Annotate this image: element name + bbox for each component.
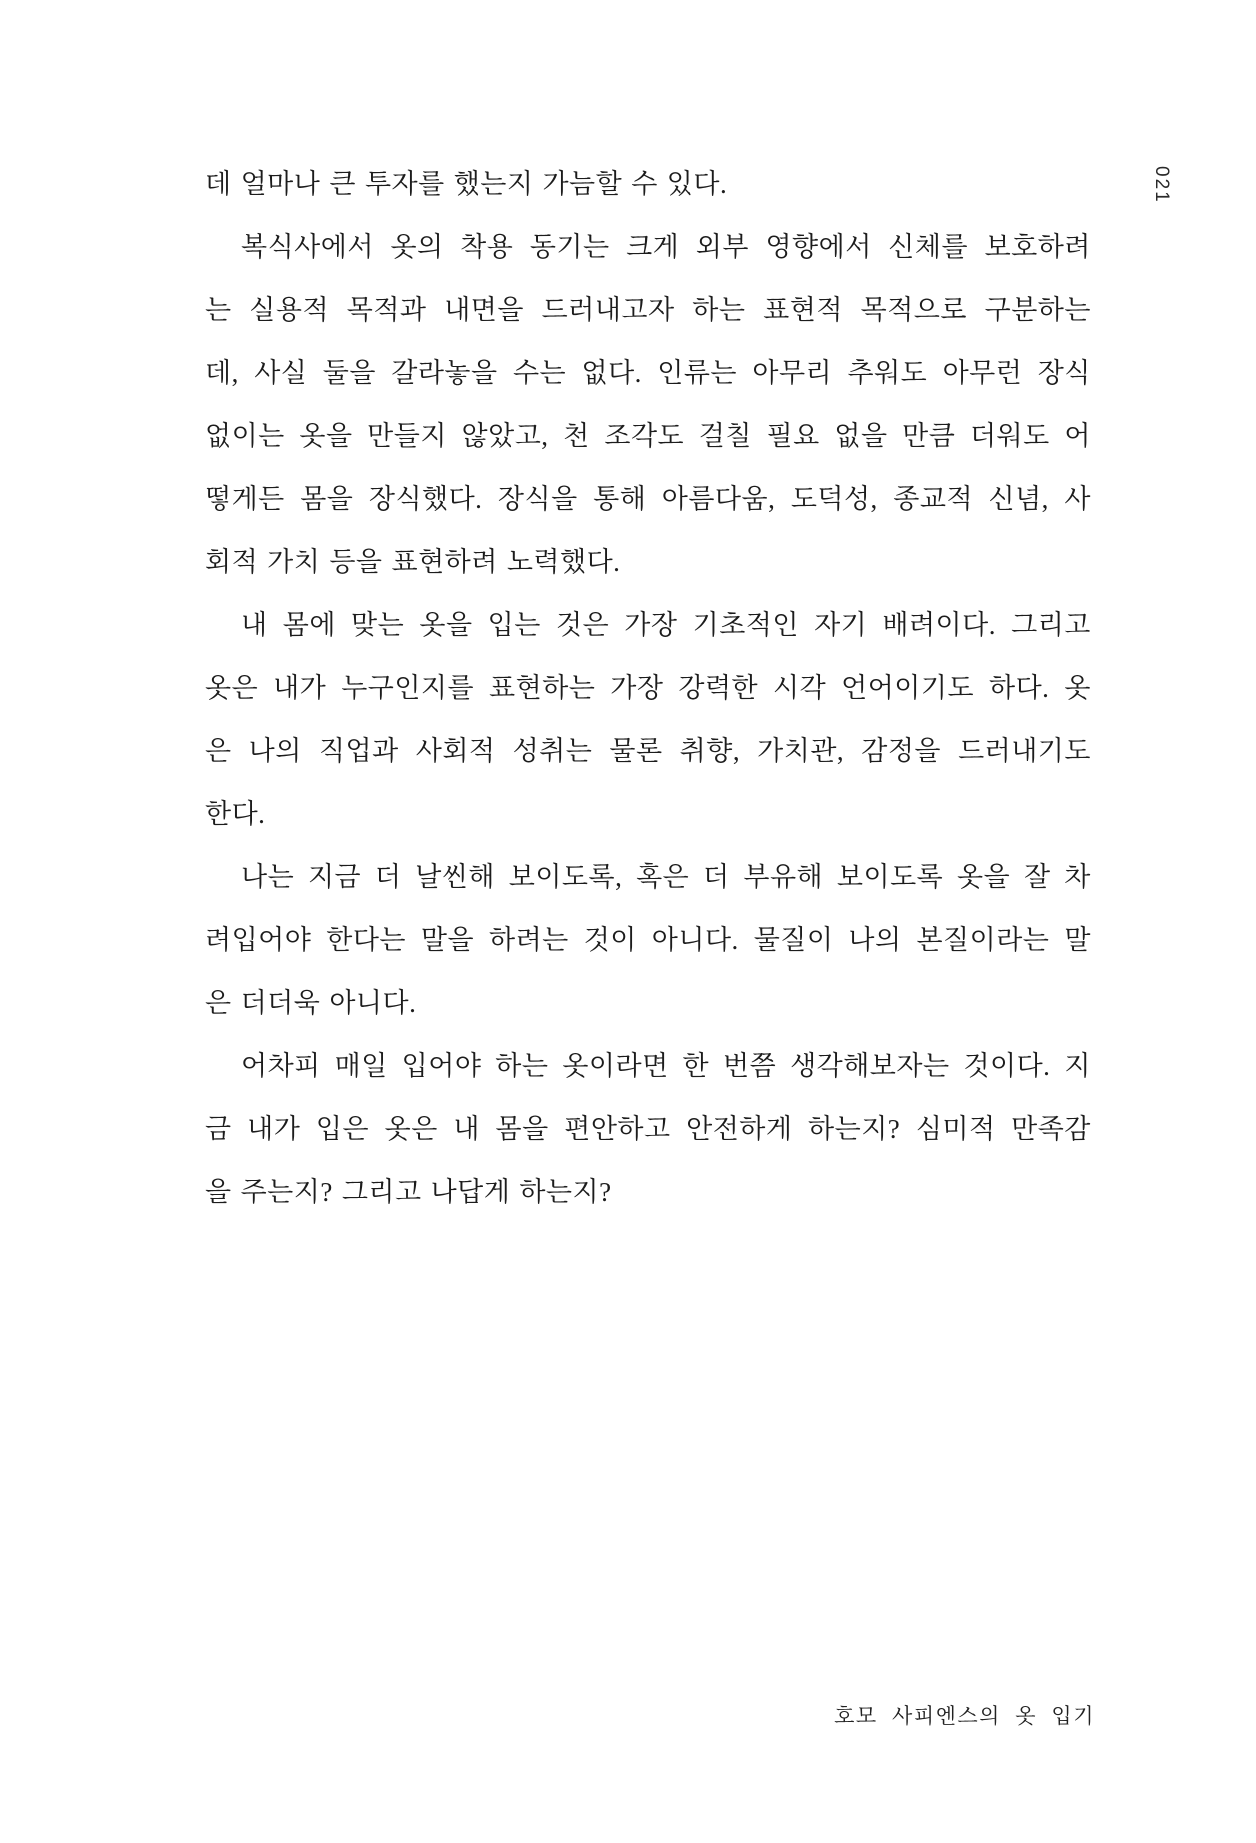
word: 드러내기도: [958, 736, 1091, 766]
word: 취향,: [679, 736, 741, 766]
word: 사회적: [415, 736, 496, 766]
body-text-line: [205, 717, 1091, 780]
word: 가장: [610, 673, 664, 703]
word: 한다는: [326, 925, 406, 955]
word: 가늠할: [542, 169, 623, 199]
word: 데: [205, 169, 232, 199]
word: 시각: [773, 673, 827, 703]
word: 큰: [329, 169, 356, 199]
word: 수는: [512, 358, 567, 388]
word: 보호하려: [984, 232, 1091, 262]
body-text-line: [205, 780, 1091, 843]
word: 옷을: [957, 862, 1011, 892]
word: 크게: [626, 232, 680, 262]
word: 만들지: [367, 421, 447, 451]
word: 그리고: [1011, 610, 1091, 640]
word: 가치: [267, 547, 321, 577]
word: 말: [1064, 925, 1091, 955]
word: 잘: [1023, 862, 1051, 892]
body-text-line: [205, 150, 1091, 213]
word: 물론: [609, 736, 663, 766]
word: 종교적: [893, 484, 974, 514]
word: 주는지?: [240, 1177, 333, 1207]
word: 갈라놓을: [391, 358, 498, 388]
word: 편안하고: [564, 1114, 671, 1144]
word: 신념,: [988, 484, 1049, 514]
word: 더: [374, 862, 402, 892]
body-text-line: [205, 276, 1091, 339]
word: 목적과: [346, 295, 427, 325]
word: 천: [563, 421, 590, 451]
word: 옷은: [205, 673, 259, 703]
word: 기초적인: [692, 610, 799, 640]
word: 하는: [495, 1051, 549, 1081]
word: 내가: [247, 1114, 301, 1144]
word: 려입어야: [205, 925, 312, 955]
body-text-line: [205, 1032, 1091, 1095]
word: 통해: [593, 484, 647, 514]
word: 은: [205, 988, 232, 1018]
word: 아니다.: [651, 925, 739, 955]
word: 배려이다.: [882, 610, 996, 640]
word: 수: [631, 169, 658, 199]
word: 추워도: [847, 358, 928, 388]
word: 만큼: [902, 421, 956, 451]
word: 없이는: [205, 421, 285, 451]
word: 더워도: [969, 421, 1050, 451]
body-text-line: [205, 591, 1091, 654]
word: 보이도록,: [508, 862, 623, 892]
body-text-line: [205, 528, 1091, 591]
word: 맞는: [351, 610, 405, 640]
body-text-line: [205, 1095, 1091, 1158]
word: 것이: [583, 925, 637, 955]
word: 금: [205, 1114, 232, 1144]
word: 혹은: [636, 862, 690, 892]
word: 감정을: [861, 736, 941, 766]
word: 몸에: [282, 610, 336, 640]
word: 외부: [695, 232, 749, 262]
word: 성취는: [512, 736, 593, 766]
word: 몸을: [300, 484, 354, 514]
word: 한: [682, 1051, 710, 1081]
word: 가치관,: [757, 736, 845, 766]
word: 얼마나: [240, 169, 321, 199]
word: 부유해: [743, 862, 824, 892]
word: 번쯤: [723, 1051, 777, 1081]
word: 물질이: [753, 925, 834, 955]
word: 걸칠: [698, 421, 752, 451]
word: 표현적: [763, 295, 843, 325]
word: 신체를: [888, 232, 969, 262]
word: 않았고,: [461, 421, 549, 451]
word: 차: [1064, 862, 1091, 892]
word: 착용: [460, 232, 514, 262]
word: 표현하려: [391, 547, 498, 577]
word: 동기는: [529, 232, 610, 262]
word: 장식을: [497, 484, 578, 514]
word: 데,: [205, 358, 239, 388]
word: 나는: [241, 862, 295, 892]
word: 매일: [334, 1051, 388, 1081]
body-text-line: [205, 465, 1091, 528]
word: 가장: [624, 610, 678, 640]
word: 장식: [1037, 358, 1091, 388]
word: 하려는: [489, 925, 569, 955]
word: 더: [703, 862, 730, 892]
word: 실용적: [249, 295, 330, 325]
word: 하다.: [988, 673, 1050, 703]
word: 내가: [273, 673, 327, 703]
word: 입어야: [401, 1051, 482, 1081]
word: 복식사에서: [241, 232, 374, 262]
word: 입는: [487, 610, 541, 640]
word: 날씬해: [415, 862, 495, 892]
word: 영향에서: [765, 232, 872, 262]
body-text-line: [205, 402, 1091, 465]
word: 등을: [329, 547, 383, 577]
word: 나답게: [430, 1177, 511, 1207]
body-text-line: [205, 339, 1091, 402]
word: 나의: [248, 736, 302, 766]
word: 아름다움,: [661, 484, 776, 514]
word: 내면을: [444, 295, 524, 325]
word: 옷이라면: [562, 1051, 669, 1081]
word: 아니다.: [329, 988, 417, 1018]
word: 떻게든: [205, 484, 285, 514]
word: 있다.: [666, 169, 728, 199]
word: 하는지?: [808, 1114, 901, 1144]
word: 생각해보자는: [790, 1051, 950, 1081]
word: 인류는: [657, 358, 738, 388]
word: 했는지: [453, 169, 534, 199]
word: 직업과: [318, 736, 399, 766]
word: 는: [205, 295, 232, 325]
word: 사실: [254, 358, 308, 388]
word: 필요: [766, 421, 820, 451]
word: 만족감: [1011, 1114, 1091, 1144]
body-text-line: [205, 213, 1091, 276]
word: 강력한: [678, 673, 759, 703]
body-text-line: [205, 969, 1091, 1032]
word: 을: [205, 1177, 232, 1207]
word: 것은: [555, 610, 610, 640]
word: 옷의: [390, 232, 444, 262]
body-text-line: [205, 1158, 1091, 1221]
word: 안전하게: [686, 1114, 793, 1144]
word: 조각도: [604, 421, 685, 451]
word: 목적으로: [860, 295, 967, 325]
word: 옷: [1064, 673, 1091, 703]
word: 더더욱: [240, 988, 321, 1018]
word: 입은: [315, 1114, 370, 1144]
word: 내: [453, 1114, 480, 1144]
word: 보이도록: [836, 862, 944, 892]
word: 지: [1064, 1051, 1091, 1081]
word: 회적: [205, 547, 259, 577]
word: 하는: [692, 295, 746, 325]
word: 옷은: [384, 1114, 438, 1144]
word: 내: [241, 610, 268, 640]
word: 노력했다.: [506, 547, 621, 577]
word: 하는지?: [519, 1177, 612, 1207]
word: 구분하는: [984, 295, 1091, 325]
word: 어: [1064, 421, 1091, 451]
word: 언어이기도: [841, 673, 975, 703]
word: 도덕성,: [790, 484, 878, 514]
word: 옷을: [299, 421, 353, 451]
word: 어차피: [241, 1051, 321, 1081]
page-number: 021: [1151, 166, 1172, 204]
word: 지금: [307, 862, 362, 892]
word: 본질이라는: [916, 925, 1050, 955]
word: 은: [205, 736, 232, 766]
body-text-line: [205, 906, 1091, 969]
word: 아무런: [942, 358, 1023, 388]
word: 심미적: [915, 1114, 996, 1144]
word: 몸을: [495, 1114, 549, 1144]
word: 없을: [834, 421, 888, 451]
word: 것이다.: [963, 1051, 1051, 1081]
word: 없다.: [581, 358, 642, 388]
word: 드러내고자: [541, 295, 675, 325]
word: 사: [1064, 484, 1091, 514]
body-text-line: [205, 843, 1091, 906]
word: 장식했다.: [368, 484, 483, 514]
word: 표현하는: [489, 673, 596, 703]
word: 투자를: [364, 169, 445, 199]
word: 자기: [814, 610, 868, 640]
word: 그리고: [341, 1177, 422, 1207]
word: 옷을: [419, 610, 473, 640]
word: 나의: [848, 925, 902, 955]
word: 둘을: [322, 358, 376, 388]
word: 말을: [420, 925, 475, 955]
body-text: [205, 150, 1091, 1221]
body-text-line: [205, 654, 1091, 717]
word: 누구인지를: [341, 673, 475, 703]
word: 아무리: [752, 358, 833, 388]
word: 한다.: [205, 799, 266, 829]
running-footer: 호모 사피엔스의 옷 입기: [834, 1705, 1095, 1728]
